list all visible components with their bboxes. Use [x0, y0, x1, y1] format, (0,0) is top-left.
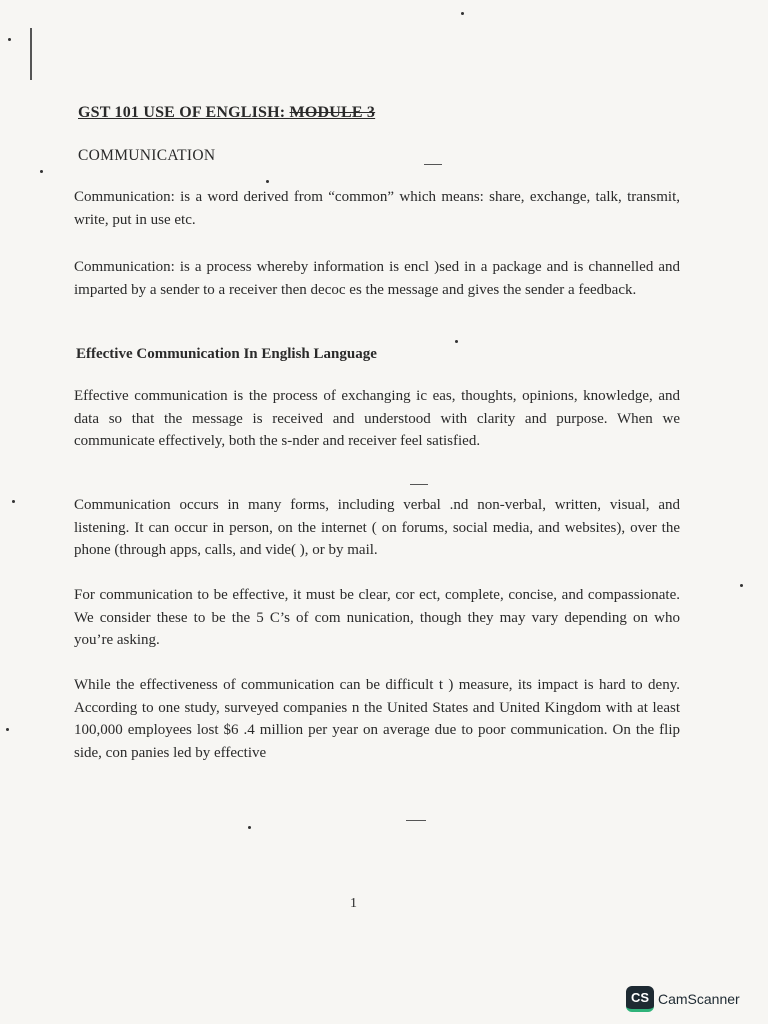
- paragraph-effective-2: Communication occurs in many forms, including verbal .nd non-verbal, written, visual, and listening. It can occur in person, on the internet ( on forums, social media, and websites), over the phone (through apps, calls, and vide( ), or by mail.: [74, 497, 680, 558]
- subheading: Effective Communication In English Language: [76, 346, 377, 362]
- camscanner-label: CamScanner: [658, 991, 740, 1007]
- dash-mark: [410, 484, 428, 485]
- speck: [8, 38, 11, 41]
- speck: [740, 584, 743, 587]
- speck: [40, 170, 43, 173]
- speck: [6, 728, 9, 731]
- title-module-text: MODULE 3: [289, 104, 376, 121]
- title-text: GST 101 USE OF ENGLISH:: [78, 104, 290, 121]
- speck: [461, 12, 464, 15]
- paragraph-definition-1: Communication: is a word derived from “common” which means: share, exchange, talk, transmit, write, put in use etc.: [74, 189, 680, 228]
- margin-line: [30, 28, 32, 80]
- paragraph-effective-1: Effective communication is the process of exchanging ic eas, thoughts, opinions, knowledge, and data so that the message is received and understood with clarity and purpose. When we communicate effectively, both the s-nder and receiver feel satisfied.: [74, 388, 680, 449]
- dash-mark: [406, 820, 426, 821]
- paragraph-effective-3: For communication to be effective, it must be clear, cor ect, complete, concise, and compassionate. We consider these to be the 5 C’s of com nunication, though they may vary depending on who you’re asking.: [74, 587, 680, 648]
- paragraph-definition-2: Communication: is a process whereby information is encl )sed in a package and is channelled and imparted by a sender to a receiver then decoc es the message and gives the sender a feedback.: [74, 259, 680, 298]
- speck: [455, 340, 458, 343]
- module-title: [78, 104, 375, 122]
- speck: [248, 826, 251, 829]
- page-number: 1: [350, 896, 357, 911]
- dash-mark: [424, 164, 442, 165]
- camscanner-watermark: [626, 986, 740, 1012]
- speck: [266, 180, 269, 183]
- section-heading: COMMUNICATION: [78, 147, 216, 164]
- paragraph-effective-4: While the effectiveness of communication can be difficult t ) measure, its impact is hard to deny. According to one study, surveyed companies n the United States and United Kingdom with at least 100,000 employees lost $6 .4 million per year on average due to poor communication. On the flip side, con panies led by effective: [74, 677, 680, 761]
- camscanner-logo-icon: CS: [626, 986, 654, 1012]
- speck: [12, 500, 15, 503]
